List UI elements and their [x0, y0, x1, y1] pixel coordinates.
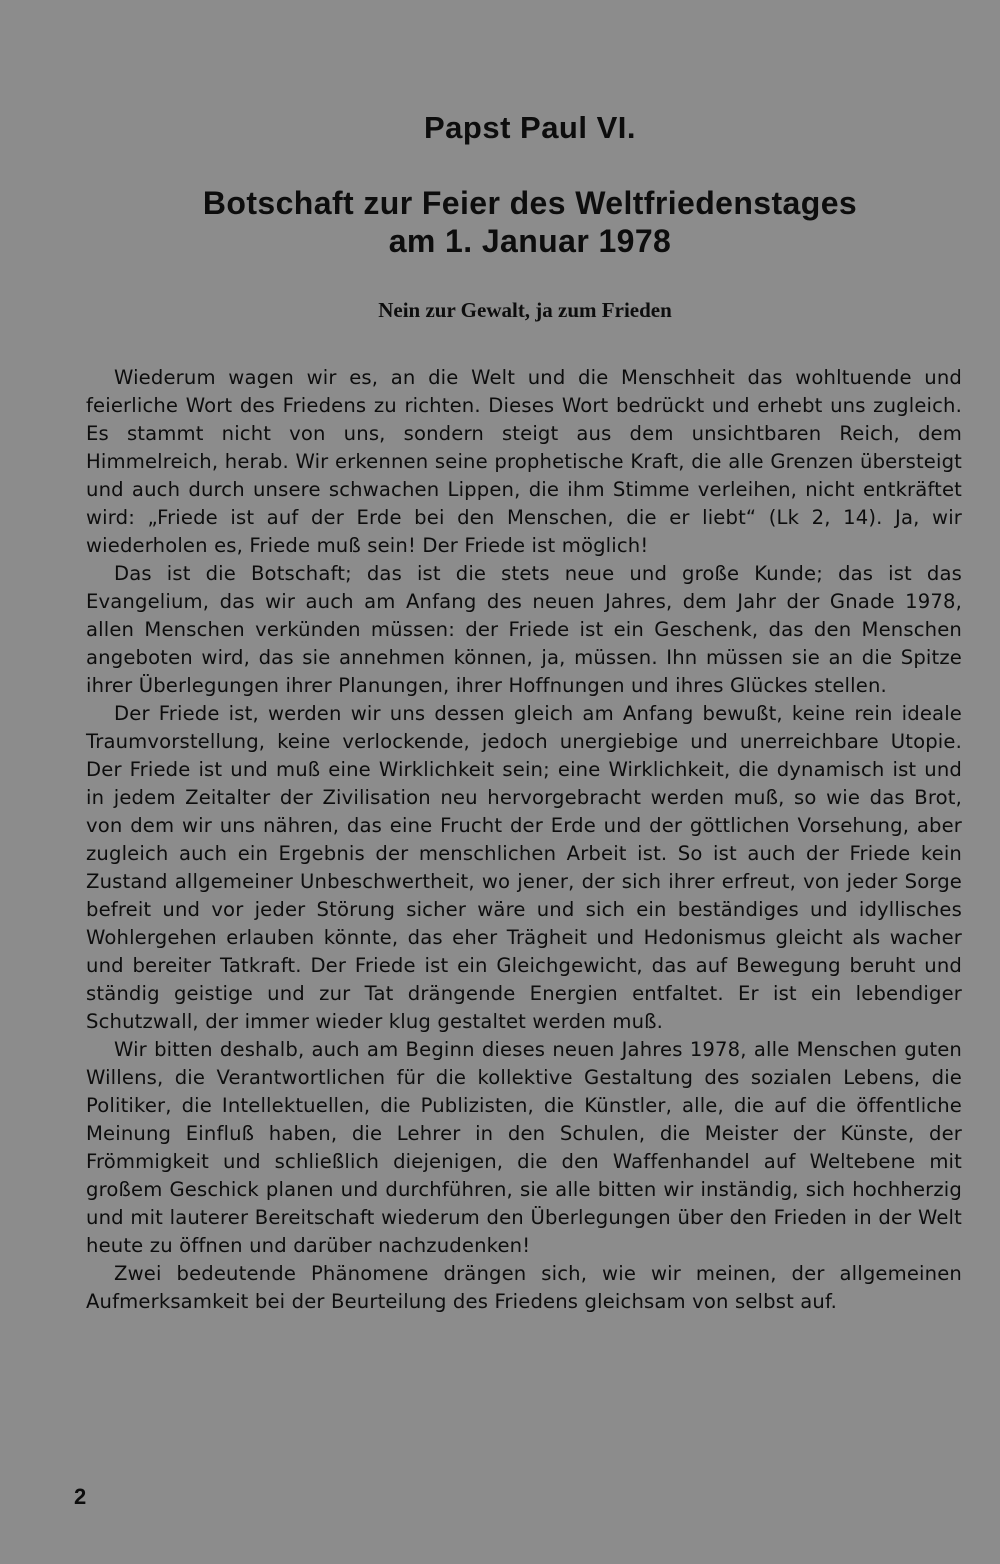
- document-subtitle: Nein zur Gewalt, ja zum Frieden: [378, 298, 672, 322]
- title-line-1: Botschaft zur Feier des Weltfriedenstages: [202, 185, 858, 221]
- paragraph-5: Zwei bedeutende Phänomene drängen sich, wie wir meinen, der allgemeinen Aufmerksamkeit bei der Beurteilung des Friedens gleichsam von selbst auf.: [86, 1262, 962, 1313]
- paragraph-1: Wiederum wagen wir es, an die Welt und die Menschheit das wohltuende und feierliche Wort des Friedens zu richten. Dieses Wort bedrückt und erhebt uns zugleich. Es stammt nicht von uns, sondern steigt aus dem unsichtbaren Reich, dem Himmelreich, herab. Wir erkennen seine prophetische Kraft, die alle Grenzen übersteigt und auch durch unsere schwachen Lippen, die ihm Stimme verleihen, nicht entkräftet wird: „Friede ist auf der Erde bei den Menschen, die er liebt“ (Lk 2, 14). Ja, wir wiederholen es, Friede muß sein! Der Friede ist möglich!: [86, 366, 962, 557]
- page-number: 2: [74, 1484, 87, 1509]
- paragraph-2: Das ist die Botschaft; das ist die stets neue und große Kunde; das ist das Evangelium, das wir auch am Anfang des neuen Jahres, dem Jahr der Gnade 1978, allen Menschen verkünden müssen: der Friede ist ein Geschenk, das den Menschen angeboten wird, das sie annehmen können, ja, müssen. Ihn müssen sie an die Spitze ihrer Überlegungen ihrer Planungen, ihrer Hoffnungen und ihres Glückes stellen.: [86, 562, 962, 697]
- document-title: [100, 184, 960, 260]
- paragraph-3: Der Friede ist, werden wir uns dessen gleich am Anfang bewußt, keine rein ideale Traumvorstellung, keine verlockende, jedoch unergiebige und unerreichbare Utopie. Der Friede ist und muß eine Wirklichkeit sein; eine Wirklichkeit, die dynamisch ist und in jedem Zeitalter der Zivilisation neu hervorgebracht werden muß, so wie das Brot, von dem wir uns nähren, das eine Frucht der Erde und der göttlichen Vorsehung, aber zugleich auch ein Ergebnis der menschlichen Arbeit ist. So ist auch der Friede kein Zustand allgemeiner Unbeschwertheit, wo jener, der sich ihrer erfreut, von jeder Sorge befreit und vor jeder Störung sicher wäre und sich ein beständiges und idyllisches Wohlergehen erlauben könnte, das eher Trägheit und Hedonismus gleicht als wacher und bereiter Tatkraft. Der Friede ist ein Gleichgewicht, das auf Bewegung beruht und ständig geistige und zur Tat drängende Energien entfaltet. Er ist ein lebendiger Schutzwall, der immer wieder klug gestaltet werden muß.: [86, 702, 962, 1033]
- paragraph-4: Wir bitten deshalb, auch am Beginn dieses neuen Jahres 1978, alle Menschen guten Willens, die Verantwortlichen für die kollektive Gestaltung des sozialen Lebens, die Politiker, die Intellektuellen, die Publizisten, die Künstler, alle, die auf die öffentliche Meinung Einfluß haben, die Lehrer in den Schulen, die Meister der Künste, der Frömmigkeit und schließlich diejenigen, die den Waffenhandel auf Weltebene mit großem Geschick planen und durchführen, sie alle bitten wir inständig, sich hochherzig und mit lauterer Bereitschaft wiederum den Überlegungen über den Frieden in der Welt heute zu öffnen und darüber nachzudenken!: [86, 1038, 962, 1257]
- author-heading: Papst Paul VI.: [423, 110, 636, 145]
- body-text: [86, 364, 962, 1316]
- title-line-2: am 1. Januar 1978: [388, 223, 672, 259]
